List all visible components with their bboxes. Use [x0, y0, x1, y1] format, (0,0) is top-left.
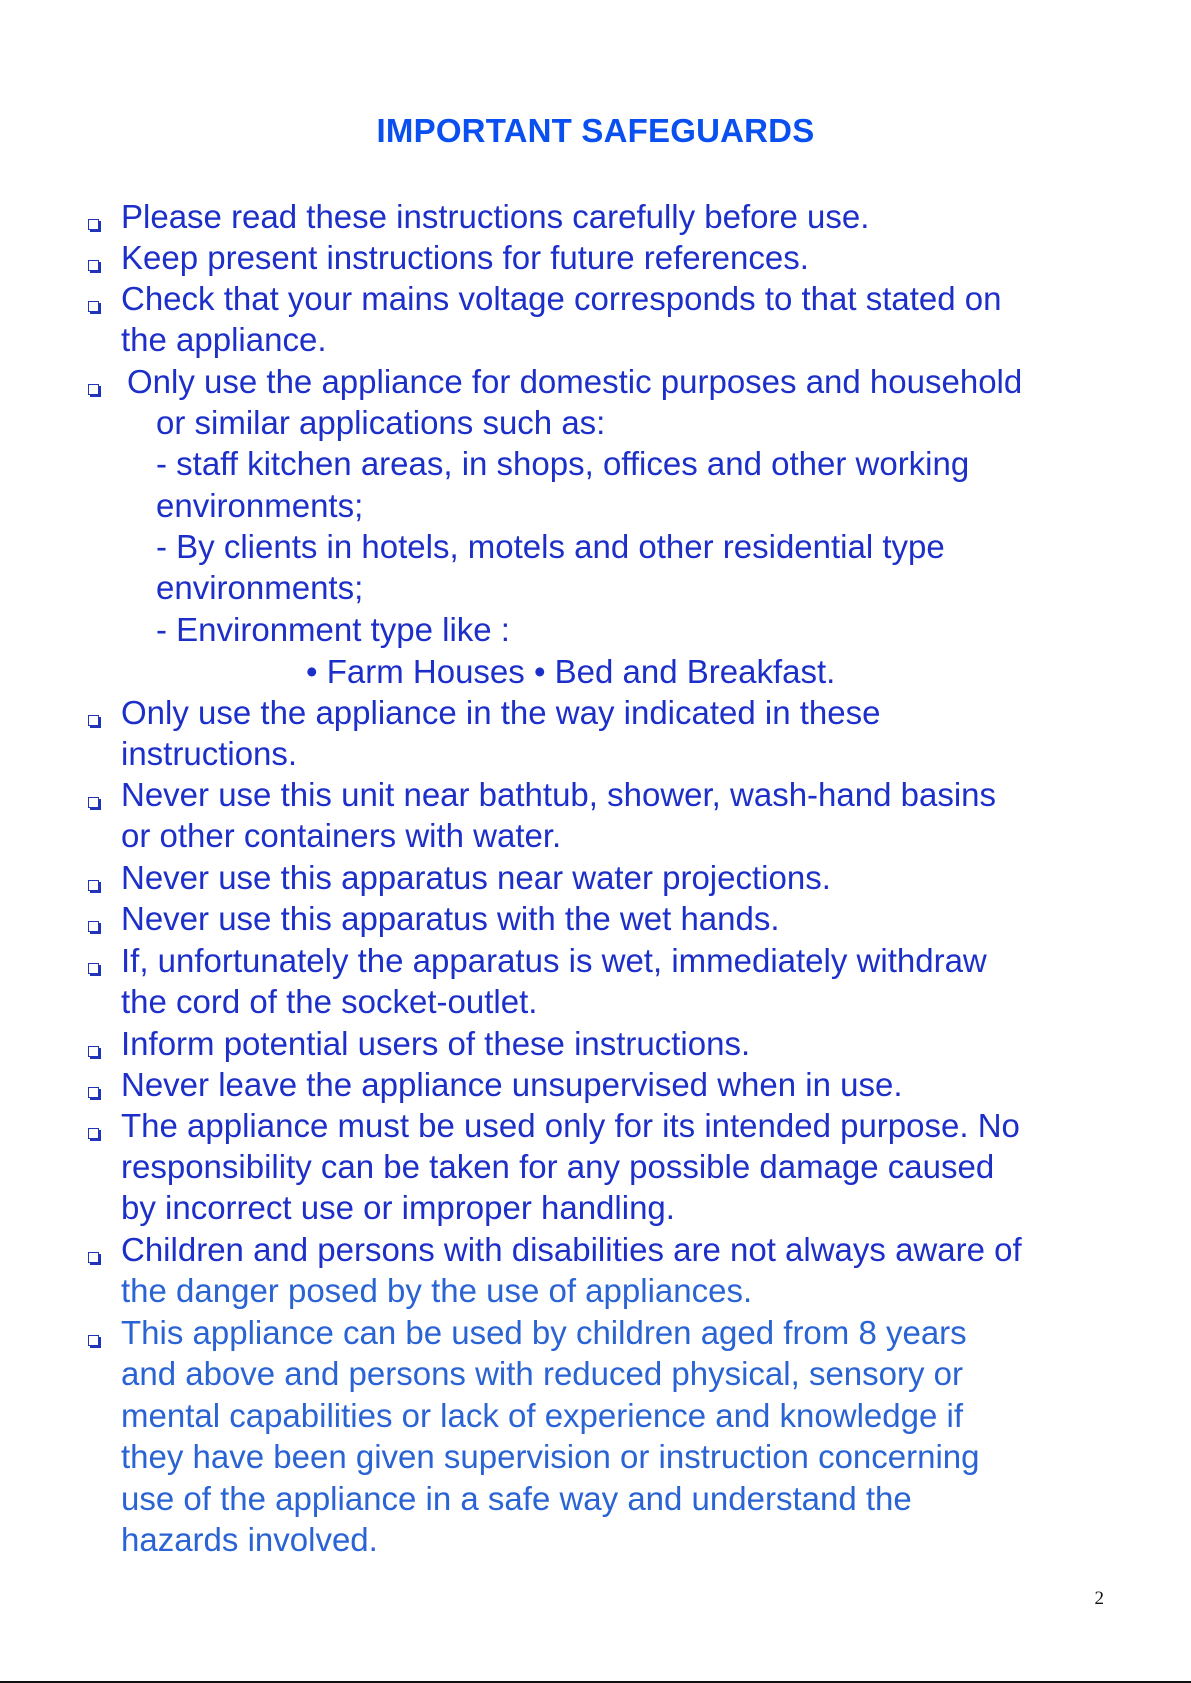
list-item-text: or similar applications such as: [156, 404, 606, 441]
list-item-text: environments; [156, 569, 364, 606]
list-item-text: Children and persons with disabilities are not always aware of [121, 1231, 1022, 1268]
list-item-text: This appliance can be used by children aged from 8 years [121, 1314, 967, 1351]
list-item-text: the cord of the socket-outlet. [121, 983, 538, 1020]
checkbox-bullet-icon [88, 384, 99, 395]
list-item-text: Keep present instructions for future references. [121, 239, 809, 276]
list-item-text: instructions. [121, 735, 298, 772]
list-item-text: - staff kitchen areas, in shops, offices and other working [156, 445, 970, 482]
list-item-text: hazards involved. [121, 1521, 378, 1558]
list-item-text: the danger posed by the use of appliances. [121, 1272, 753, 1309]
checkbox-bullet-icon [88, 1087, 99, 1098]
page-number: 2 [1094, 1588, 1104, 1609]
list-item-text: or other containers with water. [121, 817, 562, 854]
list-item-text: environments; [156, 487, 364, 524]
checkbox-bullet-icon [88, 880, 99, 891]
list-item-text: by incorrect use or improper handling. [121, 1189, 675, 1226]
list-item-text: use of the appliance in a safe way and understand the [121, 1480, 912, 1517]
checkbox-bullet-icon [88, 797, 99, 808]
list-item-text: • Farm Houses • Bed and Breakfast. [306, 653, 836, 690]
list-item-text: Never leave the appliance unsupervised when in use. [121, 1066, 903, 1103]
checkbox-bullet-icon [88, 963, 99, 974]
list-item-text: Never use this apparatus with the wet hands. [121, 900, 780, 937]
checkbox-bullet-icon [88, 260, 99, 271]
checkbox-bullet-icon [88, 1046, 99, 1057]
checkbox-bullet-icon [88, 1252, 99, 1263]
list-item-text: Inform potential users of these instructions. [121, 1025, 751, 1062]
page-title: IMPORTANT SAFEGUARDS [376, 112, 815, 149]
list-item-text: Never use this apparatus near water projections. [121, 859, 831, 896]
list-item-text: responsibility can be taken for any possible damage caused [121, 1148, 995, 1185]
list-item-text: - By clients in hotels, motels and other residential type [156, 528, 945, 565]
list-item-text: Only use the appliance for domestic purposes and household [127, 363, 1023, 400]
list-item-text: and above and persons with reduced physical, sensory or [121, 1355, 963, 1392]
list-item-text: The appliance must be used only for its intended purpose. No [121, 1107, 1020, 1144]
list-item-text: Please read these instructions carefully before use. [121, 198, 870, 235]
checkbox-bullet-icon [88, 301, 99, 312]
checkbox-bullet-icon [88, 715, 99, 726]
checkbox-bullet-icon [88, 1335, 99, 1346]
list-item-text: If, unfortunately the apparatus is wet, immediately withdraw [121, 942, 987, 979]
list-item-text: they have been given supervision or instruction concerning [121, 1438, 980, 1475]
checkbox-bullet-icon [88, 1128, 99, 1139]
list-item-text: Only use the appliance in the way indicated in these [121, 694, 881, 731]
list-item-text: - Environment type like : [156, 611, 510, 648]
list-item-text: Never use this unit near bathtub, shower, wash-hand basins [121, 776, 997, 813]
checkbox-bullet-icon [88, 219, 99, 230]
list-item-text: the appliance. [121, 321, 327, 358]
list-item-text: Check that your mains voltage corresponds to that stated on [121, 280, 1002, 317]
list-item-text: mental capabilities or lack of experience and knowledge if [121, 1397, 963, 1434]
checkbox-bullet-icon [88, 921, 99, 932]
